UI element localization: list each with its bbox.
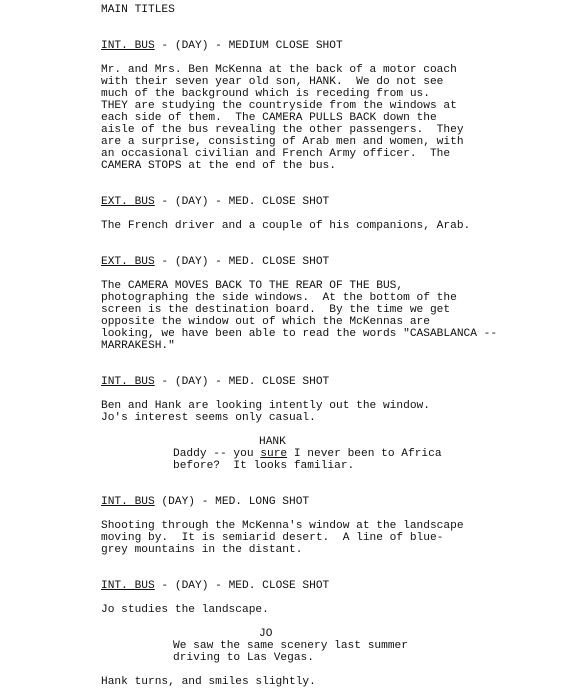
dialogue-part: I never been to Africa [287,448,442,460]
scene-location: EXT. BUS [101,196,155,208]
scene-location: INT. BUS [101,496,155,508]
action-text: The CAMERA MOVES BACK TO THE REAR OF THE BUS, photographing the side windows. At the bottom of the screen is the destination board. By the time we get opposite the window out of which the McKennas are looking, we have been able to read the words "CASABLANCA -- MARRAKESH." [101,280,498,352]
scene-shot: (DAY) - MED. LONG SHOT [154,496,310,508]
scene-heading [101,196,329,208]
action-text: Mr. and Mrs. Ben McKenna at the back of a motor coach with their seven year old son, HANK. We do not see much of the background which is receding from us. THEY are studying the countryside from the windows at each side of them. The CAMERA PULLS BACK down the aisle of the bus revealing the other passengers. They are a surprise, consisting of Arab men and women, with an occasional civilian and French Army officer. The CAMERA STOPS at the end of the bus. [101,64,464,172]
character-name: HANK [259,436,286,448]
dialogue-line: before? It looks familiar. [173,460,355,472]
scene-location: INT. BUS [101,376,155,388]
scene-shot: - (DAY) - MED. CLOSE SHOT [154,580,330,592]
action-text: Shooting through the McKenna's window at the landscape moving by. It is semiarid desert. A line of blue- grey mountains in the distant. [101,520,464,556]
action-text: Hank turns, and smiles slightly. [101,676,316,688]
character-name: JO [259,628,273,640]
scene-location: INT. BUS [101,40,155,52]
scene-location: INT. BUS [101,580,155,592]
dialogue-line [173,448,442,460]
scene-heading [101,496,309,508]
scene-heading [101,376,329,388]
action-text: Jo studies the landscape. [101,604,269,616]
scene-location: EXT. BUS [101,256,155,268]
scene-shot: - (DAY) - MED. CLOSE SHOT [154,376,330,388]
dialogue-part: Daddy -- you [173,448,261,460]
action-text: Ben and Hank are looking intently out the window. Jo's interest seems only casual. [101,400,430,424]
scene-shot: - (DAY) - MED. CLOSE SHOT [154,256,330,268]
scene-heading [101,256,329,268]
scene-heading [101,580,329,592]
main-titles: MAIN TITLES [101,4,175,16]
dialogue-text: We saw the same scenery last summer driving to Las Vegas. [173,640,408,664]
scene-shot: - (DAY) - MED. CLOSE SHOT [154,196,330,208]
scene-heading [101,40,343,52]
scene-shot: - (DAY) - MEDIUM CLOSE SHOT [154,40,343,52]
dialogue-emphasis: sure [260,448,288,460]
action-text: The French driver and a couple of his companions, Arab. [101,220,471,232]
